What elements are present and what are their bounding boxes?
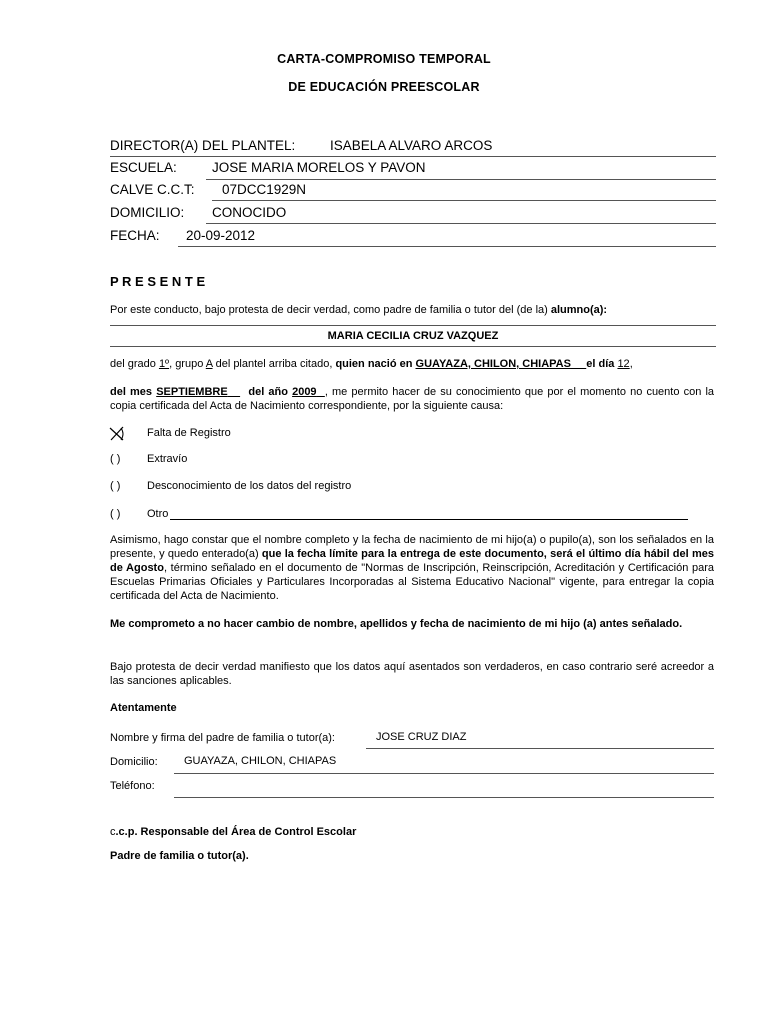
grade-text-2: , grupo bbox=[169, 358, 204, 370]
birth-label: quien nació en bbox=[335, 358, 413, 370]
asimismo-bold: que la fecha límite para la entrega de este documento, será el último día hábil del mes de Agosto bbox=[110, 548, 714, 574]
option-label-1: Falta de Registro bbox=[147, 427, 231, 439]
intro-bold: alumno(a): bbox=[550, 304, 608, 316]
grade-text-3: del plantel arriba citado, bbox=[215, 358, 333, 370]
domicilio-label: DOMICILIO: bbox=[110, 205, 185, 220]
ccp-line bbox=[110, 826, 356, 838]
option-label-3: Desconocimiento de los datos del registro bbox=[147, 480, 352, 492]
option-mark-4[interactable]: ( ) bbox=[110, 508, 121, 520]
asimismo-text-2: , término señalado en el documento de "Normas de Inscripción, Reinscripción, Acreditación y Certificación para Escuelas Primarias Oficiales y Particulares Incorporadas al Sistema Educativo Nacional" vigente, para entregar la copia certificada del Acta de Nacimiento. bbox=[110, 562, 714, 602]
signer-domicilio-value: GUAYAZA, CHILON, CHIAPAS bbox=[184, 755, 337, 767]
padre-line: Padre de familia o tutor(a). bbox=[110, 850, 249, 862]
document-title: CARTA-COMPROMISO TEMPORAL bbox=[277, 52, 491, 66]
month-label: del mes bbox=[110, 386, 153, 398]
cct-label: CALVE C.C.T: bbox=[110, 182, 195, 197]
fecha-label: FECHA: bbox=[110, 228, 160, 243]
ccp-rest: .c.p. Responsable del Área de Control Escolar bbox=[115, 826, 357, 838]
signer-telefono-label: Teléfono: bbox=[110, 780, 155, 792]
fecha-value: 20-09-2012 bbox=[186, 228, 256, 243]
fecha-underline bbox=[178, 246, 716, 247]
ccp-c: c bbox=[110, 826, 116, 838]
day-label: el día bbox=[586, 358, 615, 370]
signer-name-value: JOSE CRUZ DIAZ bbox=[376, 731, 467, 743]
cct-underline bbox=[212, 200, 716, 201]
month-rest: , me permito hacer de su conocimiento que por el momento no cuento con la copia certificada del Acta de Nacimiento correspondiente, por la siguiente causa: bbox=[110, 386, 715, 412]
escuela-value: JOSE MARIA MORELOS Y PAVON bbox=[212, 160, 426, 175]
domicilio-underline bbox=[206, 223, 716, 224]
year-label: del año bbox=[248, 386, 288, 398]
signer-name-underline bbox=[366, 748, 714, 749]
grade-text-1: del grado bbox=[110, 358, 156, 370]
option-label-4: Otro bbox=[147, 508, 169, 520]
intro-line bbox=[110, 304, 607, 316]
month-value: SEPTIEMBRE bbox=[156, 386, 228, 398]
domicilio-value: CONOCIDO bbox=[212, 205, 287, 220]
option-label-2: Extravío bbox=[147, 453, 188, 465]
director-value: ISABELA ALVARO ARCOS bbox=[330, 138, 493, 153]
intro-text: Por este conducto, bajo protesta de decir verdad, como padre de familia o tutor del (de la) bbox=[110, 304, 548, 316]
protesta-paragraph: Bajo protesta de decir verdad manifiesto que los datos aquí asentados son verdaderos, en caso contrario seré acreedor a las sanciones aplicables. bbox=[110, 661, 714, 687]
compromiso-paragraph: Me comprometo a no hacer cambio de nombre, apellidos y fecha de nacimiento de mi hijo (a) antes señalado. bbox=[110, 618, 683, 630]
director-label: DIRECTOR(A) DEL PLANTEL: bbox=[110, 138, 296, 153]
x-mark-icon bbox=[108, 426, 128, 442]
asimismo-paragraph bbox=[110, 533, 714, 603]
escuela-underline bbox=[206, 179, 716, 180]
option-mark-3[interactable]: ( ) bbox=[110, 480, 121, 492]
presente-heading: P R E S E N T E bbox=[110, 274, 206, 289]
signer-domicilio-underline bbox=[174, 773, 714, 774]
grade-comma: , bbox=[629, 358, 633, 370]
month-paragraph bbox=[110, 385, 714, 413]
group-value: A bbox=[205, 358, 213, 370]
signer-domicilio-label: Domicilio: bbox=[110, 756, 158, 768]
student-topline bbox=[110, 325, 716, 326]
cct-value: 07DCC1929N bbox=[222, 182, 307, 197]
student-underline bbox=[110, 346, 716, 347]
signer-telefono-underline bbox=[174, 797, 714, 798]
asimismo-text-1: Asimismo, hago constar que el nombre completo y la fecha de nacimiento de mi hijo(a) o pupilo(a), son los señalados en la presente, y quedo enterado(a) bbox=[110, 534, 714, 560]
year-value: 2009 bbox=[292, 386, 317, 398]
otro-underline bbox=[170, 519, 688, 520]
birth-place: GUAYAZA, CHILON, CHIAPAS bbox=[415, 358, 571, 370]
option-mark-2[interactable]: ( ) bbox=[110, 453, 121, 465]
signer-name-label: Nombre y firma del padre de familia o tutor(a): bbox=[110, 732, 335, 744]
document-subtitle: DE EDUCACIÓN PREESCOLAR bbox=[288, 80, 480, 94]
director-underline bbox=[110, 156, 716, 157]
grade-line bbox=[110, 358, 633, 370]
day-value: 12 bbox=[617, 358, 630, 370]
escuela-label: ESCUELA: bbox=[110, 160, 177, 175]
grade-value: 1º bbox=[158, 358, 170, 370]
atentamente-label: Atentamente bbox=[110, 702, 177, 714]
student-name: MARIA CECILIA CRUZ VAZQUEZ bbox=[327, 330, 499, 342]
